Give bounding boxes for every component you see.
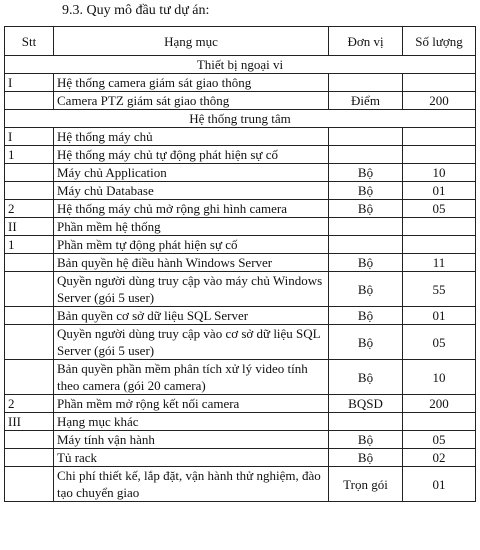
item-cell: Máy chủ Application — [54, 164, 329, 182]
unit-cell: Bộ — [329, 325, 403, 360]
stt-cell — [5, 449, 54, 467]
quantity-cell: 05 — [403, 325, 476, 360]
quantity-cell: 02 — [403, 449, 476, 467]
item-cell: Hệ thống máy chủ — [54, 128, 329, 146]
unit-cell: Bộ — [329, 272, 403, 307]
stt-cell — [5, 182, 54, 200]
unit-cell: Bộ — [329, 307, 403, 325]
quantity-cell — [403, 236, 476, 254]
table-row — [5, 164, 476, 182]
stt-cell — [5, 307, 54, 325]
item-cell: Hạng mục khác — [54, 413, 329, 431]
table-row — [5, 128, 476, 146]
item-cell: Máy tính vận hành — [54, 431, 329, 449]
stt-cell — [5, 272, 54, 307]
table-row — [5, 307, 476, 325]
stt-cell — [5, 467, 54, 502]
quantity-cell: 05 — [403, 200, 476, 218]
unit-cell — [329, 218, 403, 236]
table-row — [5, 182, 476, 200]
unit-cell: BQSD — [329, 395, 403, 413]
unit-cell — [329, 146, 403, 164]
unit-cell: Bộ — [329, 360, 403, 395]
item-cell: Bản quyền hệ điều hành Windows Server — [54, 254, 329, 272]
stt-cell: 1 — [5, 236, 54, 254]
section-title: Thiết bị ngoại vi — [5, 56, 476, 74]
quantity-cell: 01 — [403, 307, 476, 325]
stt-cell — [5, 360, 54, 395]
table-row — [5, 236, 476, 254]
item-cell: Bản quyền phần mềm phân tích xử lý video tính theo camera (gói 20 camera) — [54, 360, 329, 395]
item-cell: Hệ thống máy chủ tự động phát hiện sự cố — [54, 146, 329, 164]
quantity-cell: 01 — [403, 182, 476, 200]
unit-cell — [329, 236, 403, 254]
stt-cell: 2 — [5, 200, 54, 218]
quantity-cell: 01 — [403, 467, 476, 502]
item-cell: Chi phí thiết kế, lắp đặt, vận hành thử nghiệm, đào tạo chuyển giao — [54, 467, 329, 502]
investment-scope-table — [4, 26, 476, 502]
table-row — [5, 360, 476, 395]
table-row — [5, 431, 476, 449]
unit-cell: Bộ — [329, 182, 403, 200]
stt-cell: 1 — [5, 146, 54, 164]
unit-cell: Bộ — [329, 449, 403, 467]
table-row — [5, 92, 476, 110]
stt-cell — [5, 325, 54, 360]
unit-cell: Trọn gói — [329, 467, 403, 502]
stt-cell — [5, 92, 54, 110]
quantity-cell — [403, 74, 476, 92]
quantity-cell: 10 — [403, 360, 476, 395]
table-body — [5, 56, 476, 502]
quantity-cell — [403, 218, 476, 236]
stt-cell — [5, 254, 54, 272]
table-row — [5, 218, 476, 236]
item-cell: Camera PTZ giám sát giao thông — [54, 92, 329, 110]
item-cell: Phần mềm tự động phát hiện sự cố — [54, 236, 329, 254]
table-row — [5, 395, 476, 413]
unit-cell: Bộ — [329, 200, 403, 218]
table-row — [5, 467, 476, 502]
column-header-unit: Đơn vị — [329, 27, 403, 56]
item-cell: Quyền người dùng truy cập vào cơ sở dữ liệu SQL Server (gói 5 user) — [54, 325, 329, 360]
quantity-cell — [403, 146, 476, 164]
unit-cell: Bộ — [329, 254, 403, 272]
quantity-cell: 200 — [403, 395, 476, 413]
table-header-row — [5, 27, 476, 56]
table-row — [5, 413, 476, 431]
item-cell: Bản quyền cơ sở dữ liệu SQL Server — [54, 307, 329, 325]
table-row — [5, 272, 476, 307]
quantity-cell: 10 — [403, 164, 476, 182]
item-cell: Tủ rack — [54, 449, 329, 467]
item-cell: Phần mềm hệ thống — [54, 218, 329, 236]
table-row — [5, 325, 476, 360]
stt-cell — [5, 164, 54, 182]
quantity-cell: 05 — [403, 431, 476, 449]
quantity-cell — [403, 128, 476, 146]
quantity-cell: 200 — [403, 92, 476, 110]
unit-cell: Bộ — [329, 164, 403, 182]
column-header-quantity: Số lượng — [403, 27, 476, 56]
item-cell: Máy chủ Database — [54, 182, 329, 200]
section-heading: 9.3. Quy mô đầu tư dự án: — [62, 3, 210, 18]
quantity-cell: 11 — [403, 254, 476, 272]
item-cell: Hệ thống máy chủ mở rộng ghi hình camera — [54, 200, 329, 218]
quantity-cell — [403, 413, 476, 431]
unit-cell: Điểm — [329, 92, 403, 110]
item-cell: Quyền người dùng truy cập vào máy chủ Windows Server (gói 5 user) — [54, 272, 329, 307]
stt-cell: III — [5, 413, 54, 431]
stt-cell: 2 — [5, 395, 54, 413]
table-row — [5, 200, 476, 218]
table-row — [5, 449, 476, 467]
quantity-cell: 55 — [403, 272, 476, 307]
unit-cell — [329, 128, 403, 146]
stt-cell: II — [5, 218, 54, 236]
section-header-row — [5, 110, 476, 128]
stt-cell — [5, 431, 54, 449]
column-header-item: Hạng mục — [54, 27, 329, 56]
stt-cell: I — [5, 128, 54, 146]
section-header-row — [5, 56, 476, 74]
unit-cell: Bộ — [329, 431, 403, 449]
stt-cell: I — [5, 74, 54, 92]
unit-cell — [329, 413, 403, 431]
column-header-stt: Stt — [5, 27, 54, 56]
unit-cell — [329, 74, 403, 92]
table-row — [5, 74, 476, 92]
section-title: Hệ thống trung tâm — [5, 110, 476, 128]
table-row — [5, 146, 476, 164]
item-cell: Phần mềm mở rộng kết nối camera — [54, 395, 329, 413]
item-cell: Hệ thống camera giám sát giao thông — [54, 74, 329, 92]
table-row — [5, 254, 476, 272]
